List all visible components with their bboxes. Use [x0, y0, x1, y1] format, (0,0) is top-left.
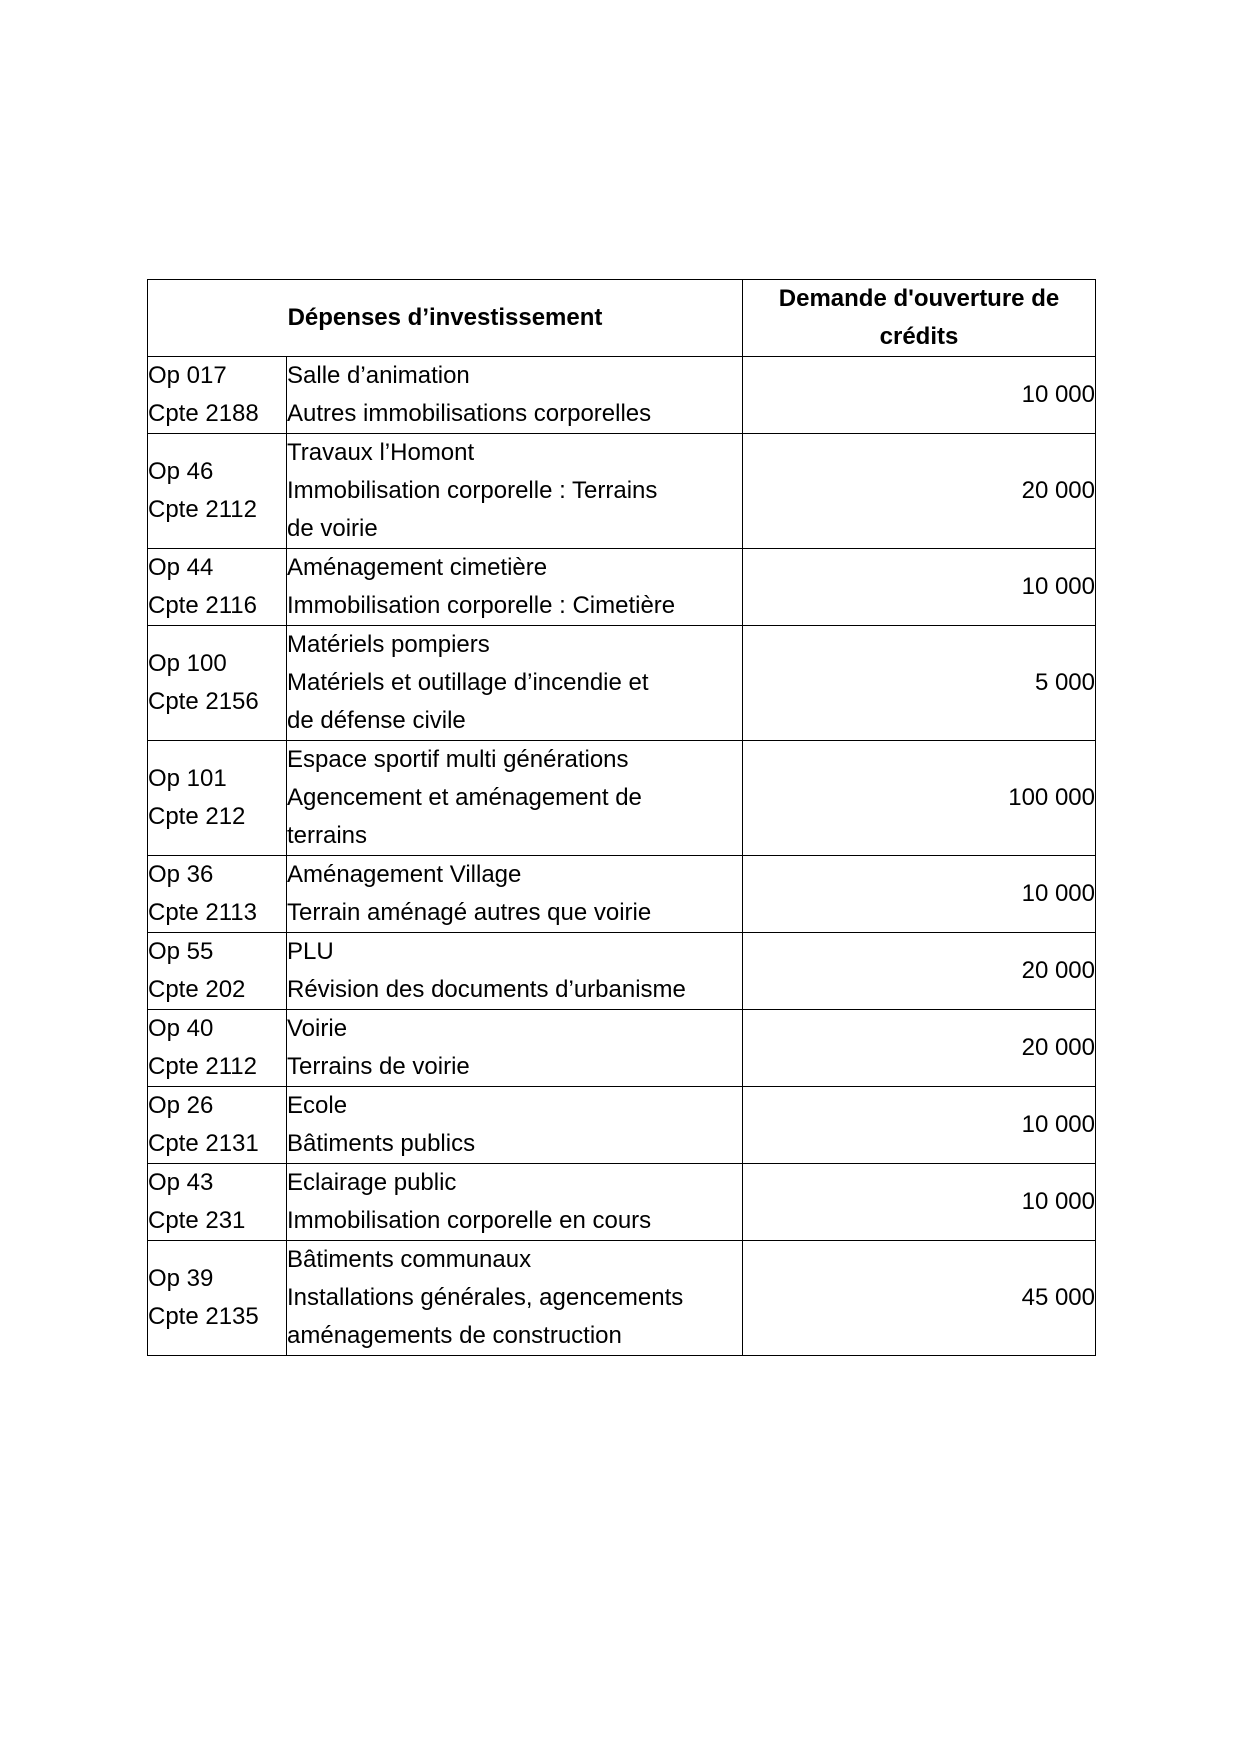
- operation-cell: [148, 434, 287, 549]
- operation-number: Op 101: [148, 765, 227, 792]
- operation-number: Op 55: [148, 938, 214, 965]
- amount-cell: 45 000: [743, 1241, 1096, 1356]
- description-cell: [287, 1241, 743, 1356]
- table-row: [148, 1087, 1096, 1164]
- table-header-row: [148, 280, 1096, 357]
- amount-cell: 20 000: [743, 933, 1096, 1010]
- header-demande: [743, 280, 1096, 357]
- operation-number: Op 100: [148, 650, 227, 677]
- amount-cell: 5 000: [743, 626, 1096, 741]
- description-cell: [287, 1164, 743, 1241]
- description-cell: [287, 741, 743, 856]
- operation-title: Eclairage public: [287, 1169, 457, 1196]
- operation-title: Ecole: [287, 1092, 348, 1119]
- description-line: de voirie: [287, 515, 378, 542]
- description-line: de défense civile: [287, 707, 466, 734]
- account-number: Cpte 2188: [148, 400, 259, 427]
- description-cell: [287, 357, 743, 434]
- description-cell: [287, 1087, 743, 1164]
- operation-cell: [148, 741, 287, 856]
- operation-number: Op 017: [148, 362, 227, 389]
- table-row: [148, 357, 1096, 434]
- account-number: Cpte 2131: [148, 1130, 259, 1157]
- amount-cell: 20 000: [743, 434, 1096, 549]
- operation-title: Voirie: [287, 1015, 348, 1042]
- amount-cell: 10 000: [743, 856, 1096, 933]
- operation-cell: [148, 933, 287, 1010]
- account-number: Cpte 202: [148, 976, 246, 1003]
- operation-number: Op 36: [148, 861, 214, 888]
- description-line: Terrains de voirie: [287, 1053, 470, 1080]
- operation-title: Aménagement Village: [287, 861, 522, 888]
- account-number: Cpte 2113: [148, 899, 257, 926]
- description-line: Terrain aménagé autres que voirie: [287, 899, 652, 926]
- table-row: [148, 933, 1096, 1010]
- description-cell: [287, 434, 743, 549]
- amount-cell: 10 000: [743, 357, 1096, 434]
- operation-cell: [148, 1164, 287, 1241]
- account-number: Cpte 2112: [148, 496, 257, 523]
- operation-cell: [148, 1087, 287, 1164]
- description-line: Autres immobilisations corporelles: [287, 400, 652, 427]
- table-row: [148, 1241, 1096, 1356]
- operation-title: Espace sportif multi générations: [287, 746, 629, 773]
- table-body: [148, 357, 1096, 1356]
- amount-cell: 10 000: [743, 1164, 1096, 1241]
- operation-cell: [148, 549, 287, 626]
- operation-cell: [148, 856, 287, 933]
- amount-cell: 20 000: [743, 1010, 1096, 1087]
- description-cell: [287, 933, 743, 1010]
- description-line: Immobilisation corporelle : Terrains: [287, 477, 658, 504]
- account-number: Cpte 2116: [148, 592, 257, 619]
- table-row: [148, 1164, 1096, 1241]
- operation-cell: [148, 1010, 287, 1087]
- description-line: Immobilisation corporelle en cours: [287, 1207, 652, 1234]
- description-line: Bâtiments publics: [287, 1130, 476, 1157]
- amount-cell: 100 000: [743, 741, 1096, 856]
- description-line: Immobilisation corporelle : Cimetière: [287, 592, 676, 619]
- account-number: Cpte 212: [148, 803, 246, 830]
- operation-title: Travaux l’Homont: [287, 439, 475, 466]
- table-row: [148, 741, 1096, 856]
- operation-number: Op 44: [148, 554, 214, 581]
- amount-cell: 10 000: [743, 1087, 1096, 1164]
- description-cell: [287, 626, 743, 741]
- description-line: Matériels et outillage d’incendie et: [287, 669, 649, 696]
- table-row: [148, 434, 1096, 549]
- operation-number: Op 46: [148, 458, 214, 485]
- description-line: Révision des documents d’urbanisme: [287, 976, 686, 1003]
- operation-cell: [148, 1241, 287, 1356]
- table-row: [148, 549, 1096, 626]
- operation-number: Op 26: [148, 1092, 214, 1119]
- description-cell: [287, 549, 743, 626]
- description-line: terrains: [287, 822, 368, 849]
- account-number: Cpte 231: [148, 1207, 246, 1234]
- description-cell: [287, 856, 743, 933]
- table-row: [148, 626, 1096, 741]
- investment-expenses-table: [147, 279, 1096, 1356]
- operation-cell: [148, 626, 287, 741]
- account-number: Cpte 2135: [148, 1303, 259, 1330]
- description-line: Installations générales, agencements: [287, 1284, 684, 1311]
- header-demande-line: Demande d'ouverture de: [778, 285, 1060, 312]
- account-number: Cpte 2112: [148, 1053, 257, 1080]
- amount-cell: 10 000: [743, 549, 1096, 626]
- operation-title: Aménagement cimetière: [287, 554, 548, 581]
- account-number: Cpte 2156: [148, 688, 259, 715]
- operation-number: Op 43: [148, 1169, 214, 1196]
- description-line: aménagements de construction: [287, 1322, 622, 1349]
- operation-number: Op 40: [148, 1015, 214, 1042]
- operation-title: Bâtiments communaux: [287, 1246, 532, 1273]
- description-line: Agencement et aménagement de: [287, 784, 642, 811]
- operation-title: Matériels pompiers: [287, 631, 490, 658]
- header-depenses: Dépenses d’investissement: [148, 280, 743, 357]
- header-demande-line: crédits: [879, 323, 959, 350]
- operation-title: Salle d’animation: [287, 362, 470, 389]
- table-row: [148, 1010, 1096, 1087]
- table-row: [148, 856, 1096, 933]
- description-cell: [287, 1010, 743, 1087]
- operation-title: PLU: [287, 938, 334, 965]
- operation-number: Op 39: [148, 1265, 214, 1292]
- operation-cell: [148, 357, 287, 434]
